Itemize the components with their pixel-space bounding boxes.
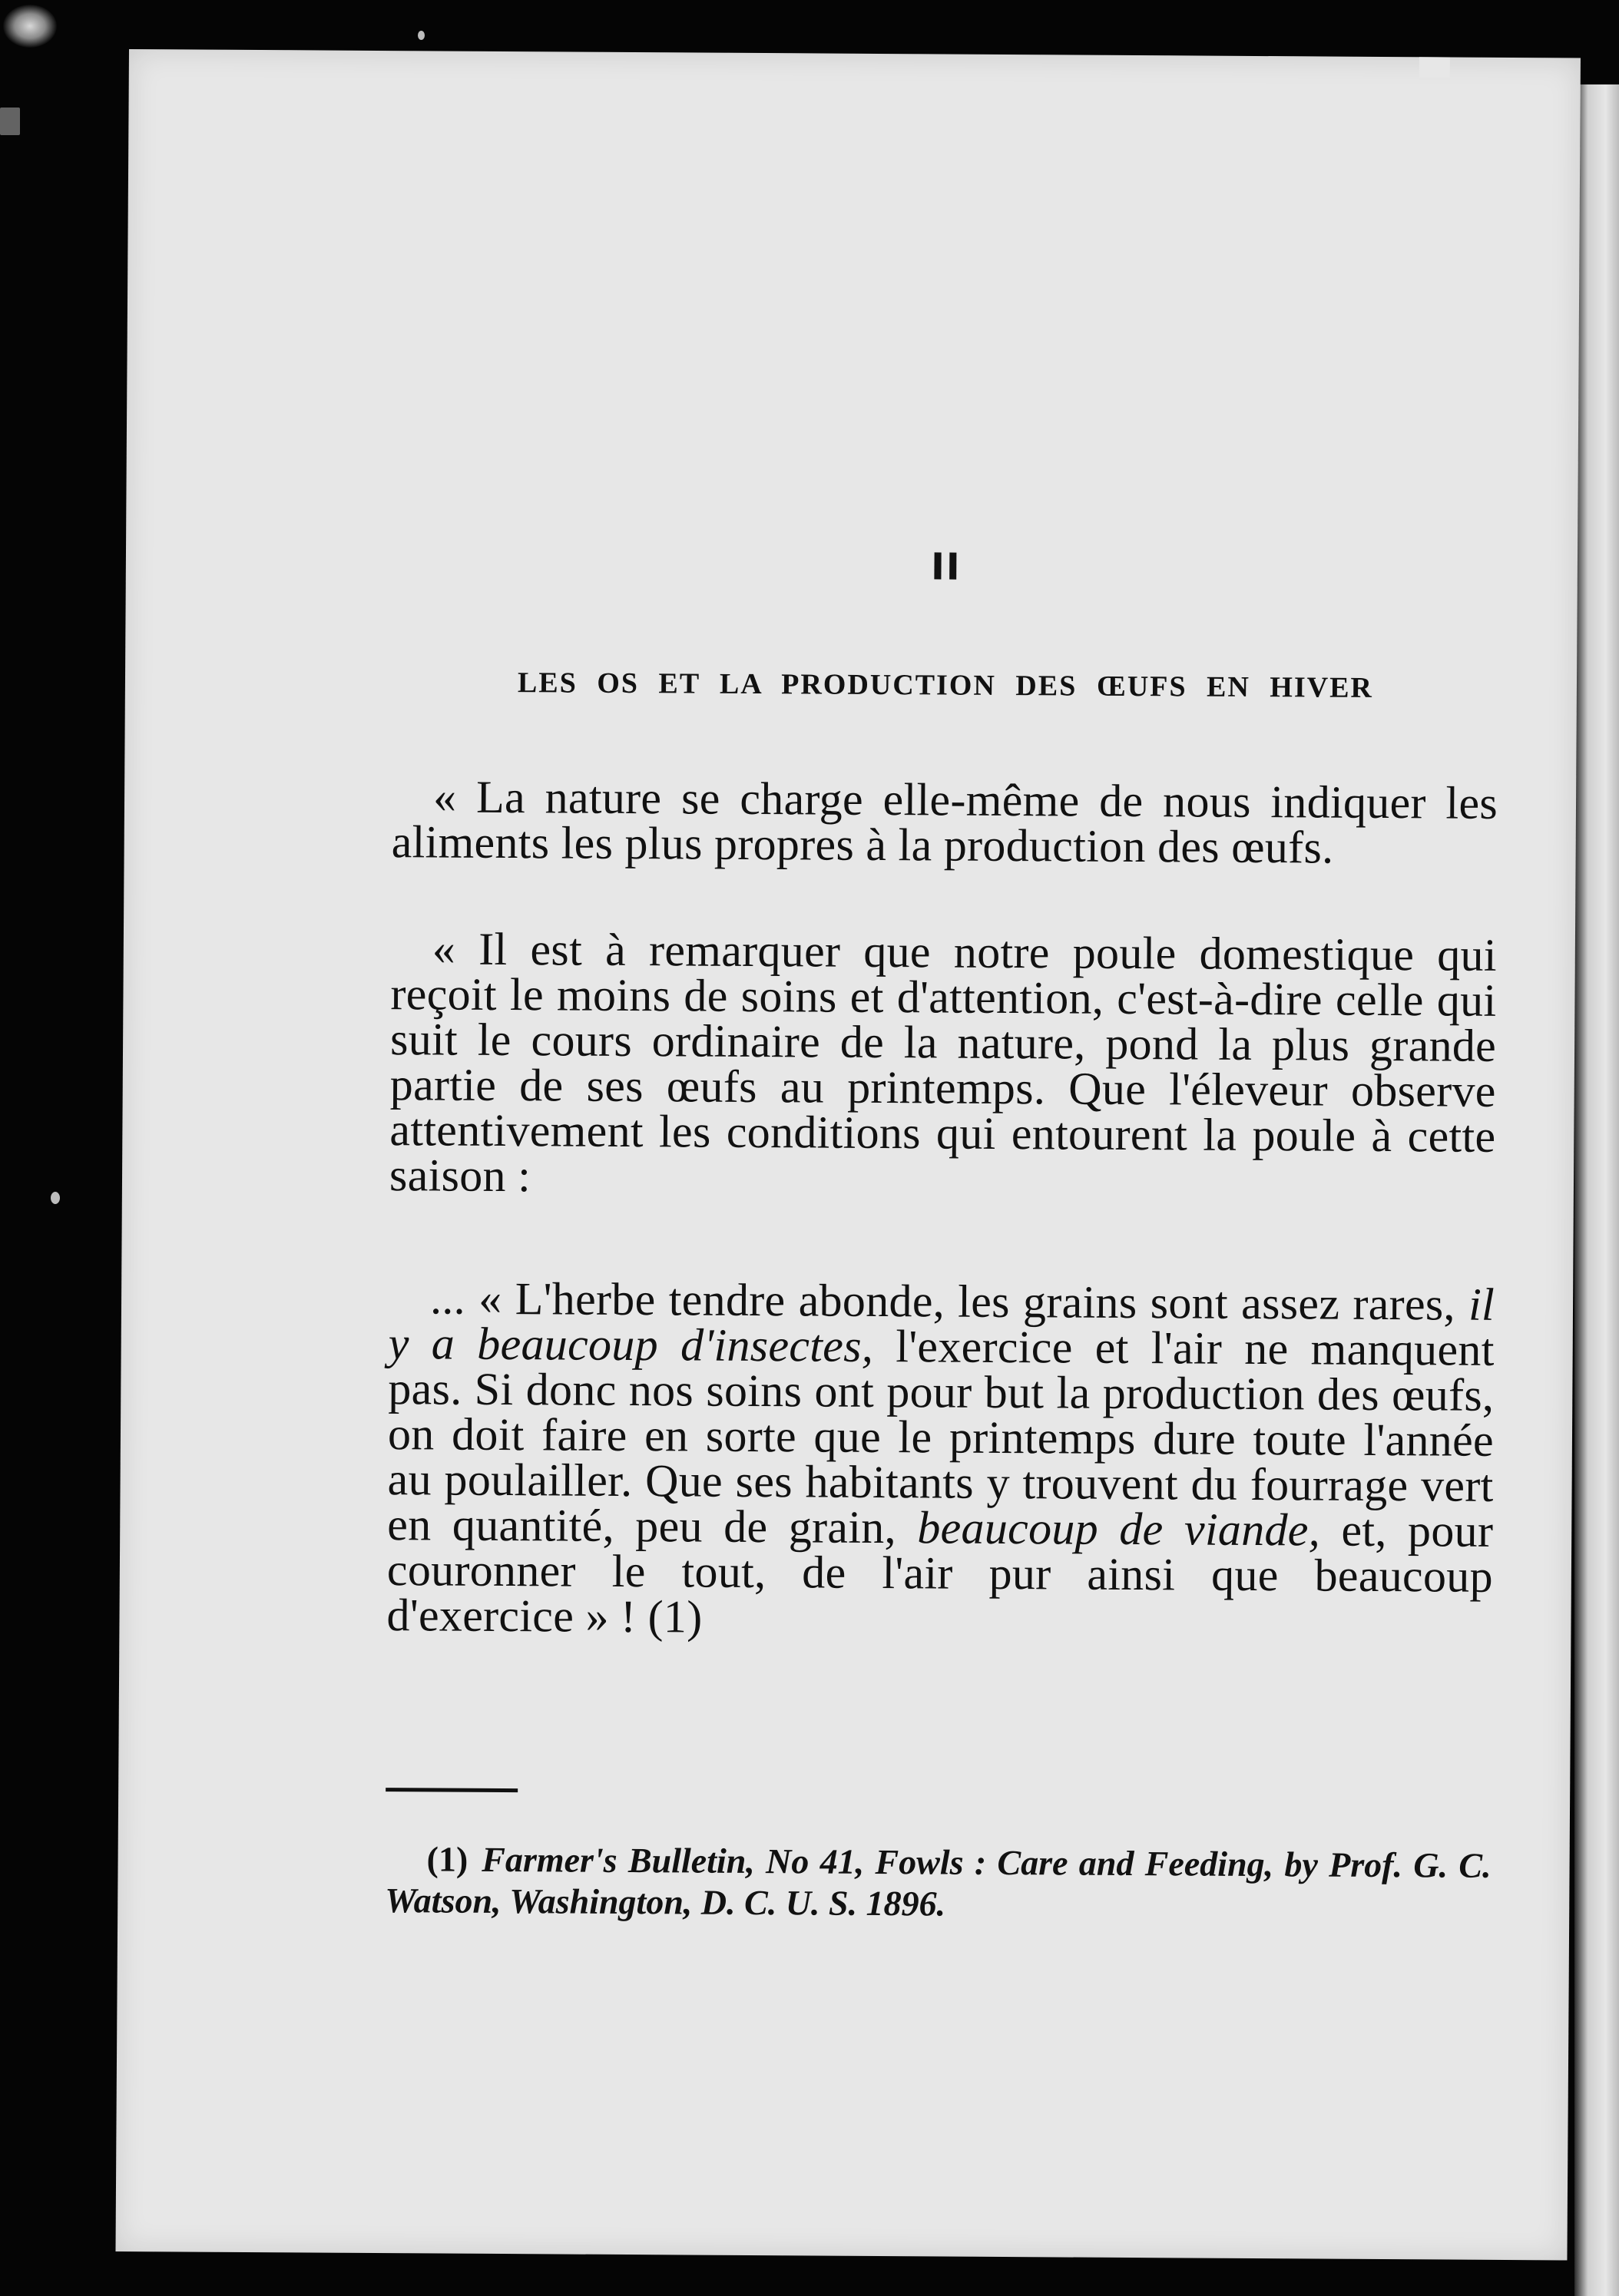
paragraph-1 <box>391 771 1498 873</box>
paragraph-3 <box>386 1272 1495 1645</box>
paragraph-1-text: « La nature se charge elle-même de nous indiquer les aliments les plus propres à la production des œufs. <box>391 771 1498 873</box>
paragraph-2-text: « Il est à remarquer que notre poule domestique qui reçoit le moins de soins et d'attention, c'est-à-dire celle qui suit le cours ordinaire de la nature, pond la plus grande partie de ses œufs au printemps. Que l'éleveur observe attentivement les conditions qui entourent la poule à cette saison : <box>389 923 1498 1202</box>
footnote-marker: (1) <box>426 1839 468 1879</box>
book-page <box>115 49 1580 2260</box>
paragraph-3-part-1: ... « L'herbe tendre abonde, les grains sont assez rares, <box>429 1272 1456 1330</box>
scan-edge-mark <box>0 108 20 135</box>
paragraph-3-part-3: et, pour couronner le tout, de l'air pur ainsi que beaucoup d'exercice » ! (1) <box>386 1504 1494 1643</box>
footnote-divider <box>386 1788 518 1792</box>
chapter-number: II <box>930 545 962 589</box>
scan-speck <box>418 31 425 40</box>
footnote-text: Farmer's Bulletin, No 41, Fowls : Care and Feeding, by Prof. G. C. Watson, Washington, D. C. U. S. 1896. <box>385 1839 1492 1924</box>
adjacent-page-edge <box>1574 84 1619 2296</box>
paragraph-3-part-2: l'exercice et l'air ne manquent pas. Si donc nos soins ont pour but la production des œufs, on doit faire en sorte que le printemps dure toute l'année au poulailler. Que ses habitants y trouvent du fourrage vert en quantité, peu de grain, <box>387 1321 1495 1553</box>
page-text-block <box>385 51 1502 1924</box>
paragraph-3-emphasis-1: il y a beaucoup d'insectes, <box>388 1279 1495 1371</box>
paragraph-2 <box>389 923 1498 1205</box>
page-corner <box>1419 57 1450 77</box>
scanner-glare <box>3 5 57 48</box>
scan-speck <box>51 1192 60 1204</box>
footnote <box>385 1838 1492 1928</box>
chapter-title: LES OS ET LA PRODUCTION DES ŒUFS EN HIVER <box>517 667 1374 704</box>
paragraph-3-emphasis-2: beaucoup de viande, <box>917 1502 1321 1556</box>
